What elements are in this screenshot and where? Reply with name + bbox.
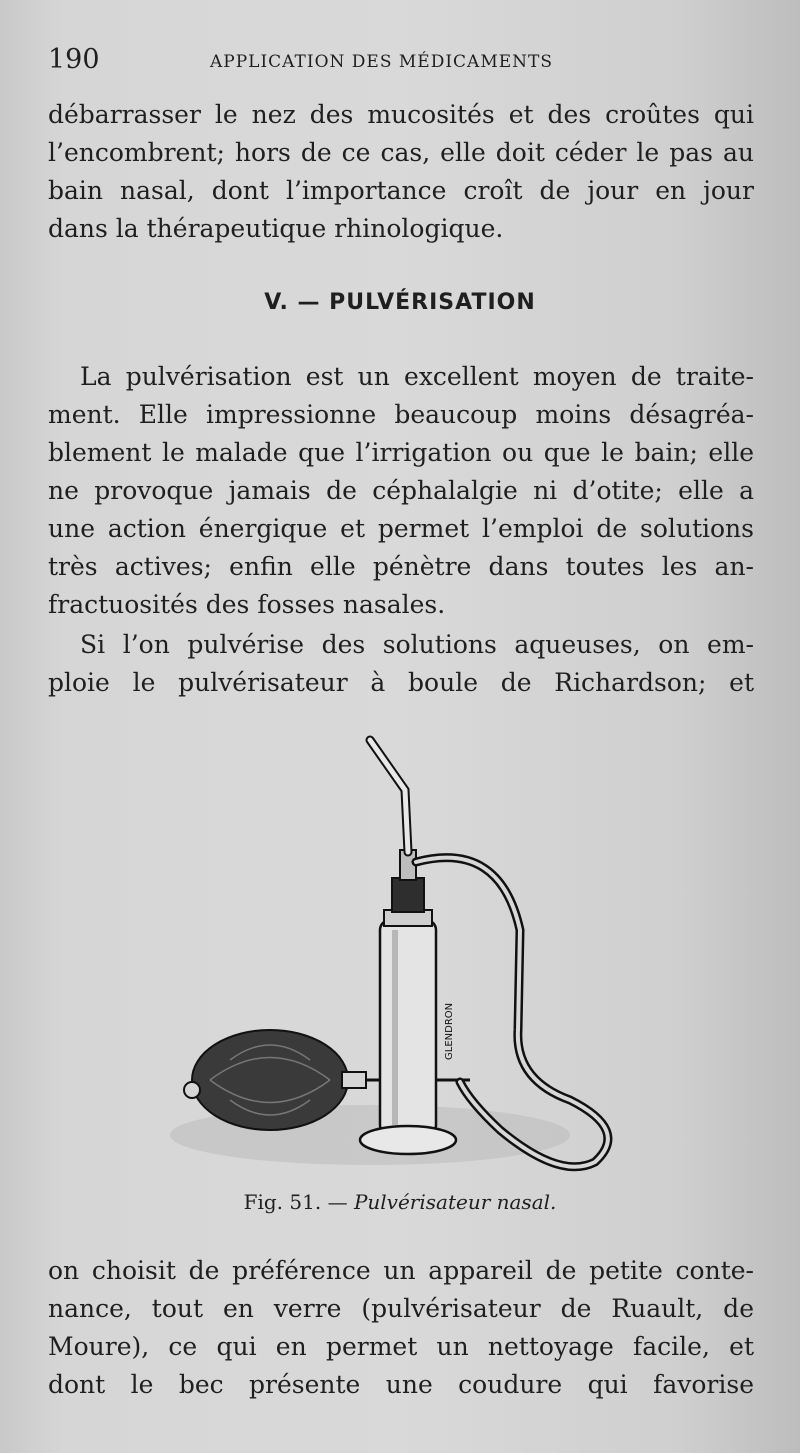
running-title: APPLICATION DES MÉDICAMENTS (210, 52, 553, 72)
text-line: ploie le pulvérisateur à boule de Richardson; et (48, 668, 754, 697)
page-number: 190 (48, 44, 100, 75)
figure-caption-number: Fig. 51. — (243, 1190, 348, 1214)
page-header (48, 44, 754, 78)
text-line: ne provoque jamais de céphalalgie ni d’otite; elle a (48, 476, 754, 505)
figure-caption-title: Pulvérisateur nasal. (353, 1190, 557, 1214)
text-line: Moure), ce qui en permet un nettoyage facile, et (48, 1332, 754, 1361)
spray-nozzle-shape (370, 740, 416, 880)
bottle-label-text: GLENDRON (444, 1002, 455, 1060)
figure-caption (0, 1190, 800, 1214)
text-line: on choisit de préférence un appareil de petite conte- (48, 1256, 754, 1285)
text-line: La pulvérisation est un excellent moyen de traite- (80, 362, 754, 391)
text-line: bain nasal, dont l’importance croît de jour en jour (48, 176, 754, 205)
text-line: très actives; enfin elle pénètre dans toutes les an- (48, 552, 754, 581)
text-line: débarrasser le nez des mucosités et des croûtes qui (48, 100, 754, 129)
text-line: nance, tout en verre (pulvérisateur de Ruault, de (48, 1294, 754, 1323)
nasal-atomizer-illustration (170, 730, 630, 1190)
text-line: l’encombrent; hors de ce cas, elle doit céder le pas au (48, 138, 754, 167)
text-line: dans la thérapeutique rhinologique. (48, 214, 504, 243)
text-line: blement le malade que l’irrigation ou que le bain; elle (48, 438, 754, 467)
text-line: ment. Elle impressionne beaucoup moins désagréa- (48, 400, 754, 429)
text-line: Si l’on pulvérise des solutions aqueuses, on em- (80, 630, 754, 659)
text-line: fractuosités des fosses nasales. (48, 590, 446, 619)
text-line: une action énergique et permet l’emploi de solutions (48, 514, 754, 543)
text-line: dont le bec présente une coudure qui favorise (48, 1370, 754, 1399)
section-heading: V. — PULVÉRISATION (264, 290, 536, 315)
